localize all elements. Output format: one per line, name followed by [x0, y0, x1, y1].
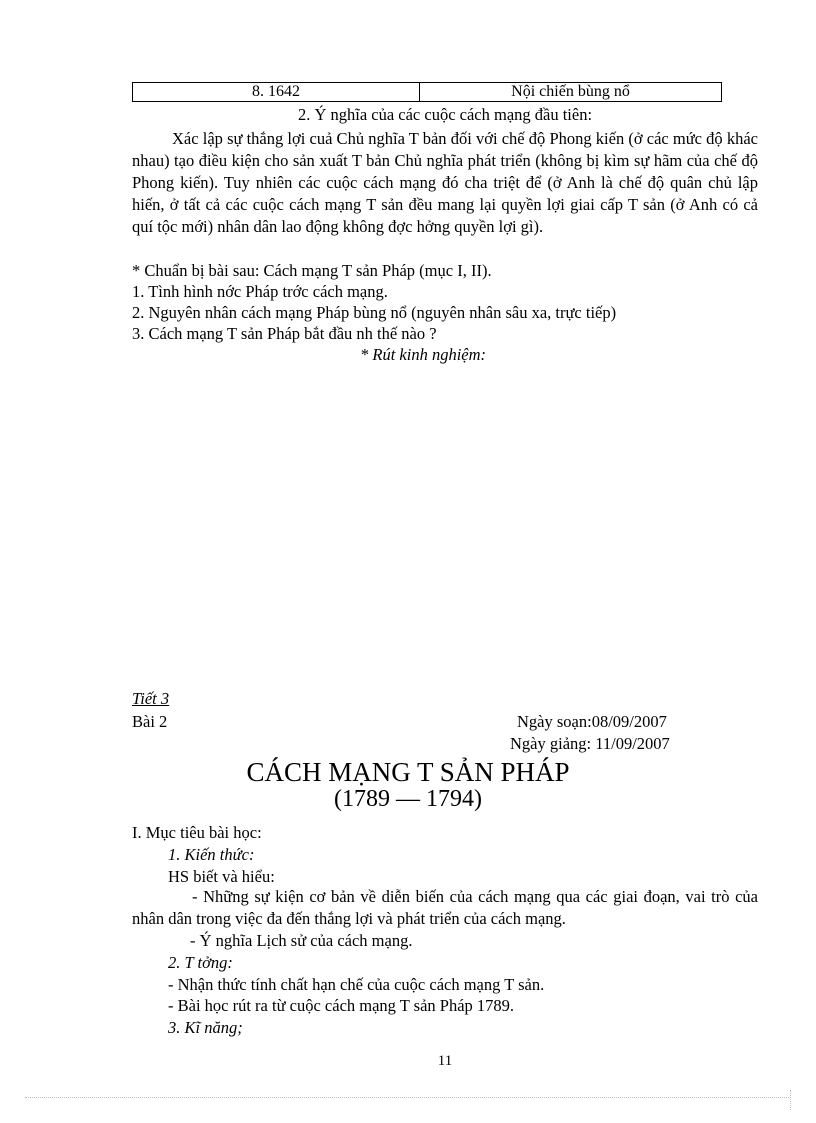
- page-number: 11: [437, 1053, 453, 1069]
- prep-item: 3. Cách mạng T sản Pháp bắt đầu nh thế nào ?: [132, 324, 437, 343]
- table-cell-event: Nội chiến bùng nổ: [420, 83, 722, 102]
- section-heading-meaning: 2. Ý nghĩa của các cuộc cách mạng đầu tiên:: [297, 105, 593, 124]
- prep-item: 2. Nguyên nhân cách mạng Pháp bùng nổ (nguyên nhân sâu xa, trực tiếp): [132, 303, 617, 322]
- meaning-paragraph: Xác lập sự thắng lợi cuả Chủ nghĩa T bản đối với chế độ Phong kiến (ở các mức độ khác nhau) tạo điều kiện cho sản xuất T bản Chủ nghĩa phát triển (không bị kìm sự hãm của chế độ Phong kiến). Tuy nhiên các cuộc cách mạng đó cha triệt để (ở Anh là chế độ quân chủ lập hiến, ở tất cả các cuộc cách mạng T sản đều mang lại quyền lợi giai cấp T sản (ở Anh có cả quí tộc mới) nhân dân lao động không đợc hởng quyền lợi gì).: [132, 129, 758, 236]
- date-taught: Ngày giảng: 11/09/2007: [510, 734, 670, 753]
- page-border-bottom: [25, 1097, 791, 1098]
- page-border-right: [790, 1090, 791, 1110]
- attitude-bullet: - Nhận thức tính chất hạn chế của cuộc cách mạng T sản.: [168, 975, 545, 994]
- prep-line: * Chuẩn bị bài sau: Cách mạng T sản Pháp (mục I, II).: [132, 261, 492, 280]
- lesson-subtitle: (1789 — 1794): [334, 786, 482, 812]
- rut-kinh-nghiem: * Rút kinh nghiệm:: [360, 345, 487, 364]
- table-cell-date: 8. 1642: [133, 83, 420, 102]
- skills-heading: 3. Kĩ năng;: [168, 1018, 243, 1037]
- events-table: [132, 82, 722, 102]
- objectives-heading: I. Mục tiêu bài học:: [132, 823, 262, 842]
- attitude-heading: 2. T tởng:: [168, 953, 233, 972]
- lesson-number: Bài 2: [132, 712, 168, 731]
- lesson-period: Tiết 3: [132, 689, 170, 708]
- hs-line: HS biết và hiểu:: [168, 867, 275, 886]
- knowledge-heading: 1. Kiến thức:: [168, 845, 255, 864]
- knowledge-bullet: - Ý nghĩa Lịch sử của cách mạng.: [190, 931, 413, 950]
- knowledge-bullet: - Những sự kiện cơ bản về diễn biến của cách mạng qua các giai đoạn, vai trò của nhân dân trong việc đa đến thắng lợi và phát triển của cách mạng.: [132, 887, 758, 928]
- prep-item: 1. Tình hình nớc Pháp trớc cách mạng.: [132, 282, 388, 301]
- lesson-title: CÁCH MẠNG T SẢN PHÁP: [246, 757, 570, 787]
- table-row: [133, 83, 722, 102]
- attitude-bullet: - Bài học rút ra từ cuộc cách mạng T sản Pháp 1789.: [168, 996, 515, 1015]
- date-prepared: Ngày soạn:08/09/2007: [517, 712, 667, 731]
